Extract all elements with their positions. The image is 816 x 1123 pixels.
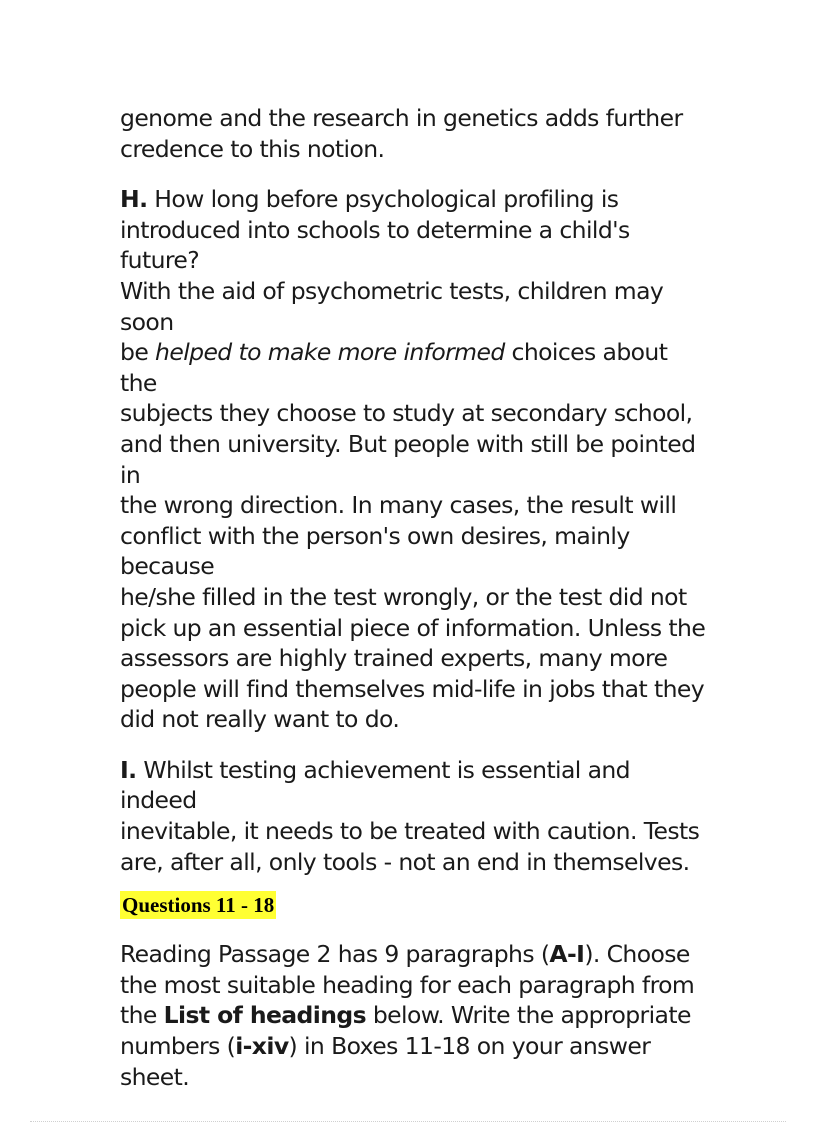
- paragraph-i-label: I.: [120, 755, 137, 784]
- instructions-text-1: Reading Passage 2 has 9 paragraphs (: [120, 940, 550, 969]
- paragraph-h-text-b: choices about the subjects they choose to study at secondary school, and then university. But people with still be pointed in the wrong direction. In many cases, the result will conflict with the person's own desires, mainly because he/she filled in the test wrongly, or the test did not pick up an essential piece of information. Unless the assessors are highly trained experts, many more people will find themselves mid-life in jobs that they did not really want to do.: [120, 338, 706, 734]
- paragraph-h-label: H.: [120, 185, 148, 214]
- page-bottom-divider: [30, 1121, 786, 1122]
- paragraph-h-italic-phrase: helped to make more informed: [155, 338, 505, 367]
- paragraph-g-continuation: [120, 103, 710, 164]
- paragraph-h-text-a: How long before psychological profiling is introduced into schools to determine a child's future? With the aid of psychometric tests, children may soon be: [120, 185, 664, 367]
- instructions-text-4: ) in Boxes 11-18 on your answer sheet.: [120, 1032, 651, 1091]
- document-page: [120, 103, 710, 1092]
- paragraph-range: A-I: [549, 940, 585, 969]
- paragraph-h: [120, 184, 710, 735]
- questions-instructions: [120, 939, 710, 1092]
- numeral-range: i-xiv: [235, 1032, 289, 1061]
- paragraph-i: [120, 755, 710, 877]
- instructions-text-3: below. Write the appropriate numbers (: [120, 1001, 691, 1061]
- paragraph-g-text: genome and the research in genetics adds further credence to this notion.: [120, 104, 683, 163]
- instructions-text-2: ). Choose the most suitable heading for each paragraph from the: [120, 940, 695, 1030]
- questions-heading: Questions 11 - 18: [122, 893, 275, 918]
- list-of-headings-label: List of headings: [163, 1001, 366, 1030]
- paragraph-i-text: Whilst testing achievement is essential and indeed inevitable, it needs to be treated with caution. Tests are, after all, only tools - not an end in themselves.: [120, 755, 700, 876]
